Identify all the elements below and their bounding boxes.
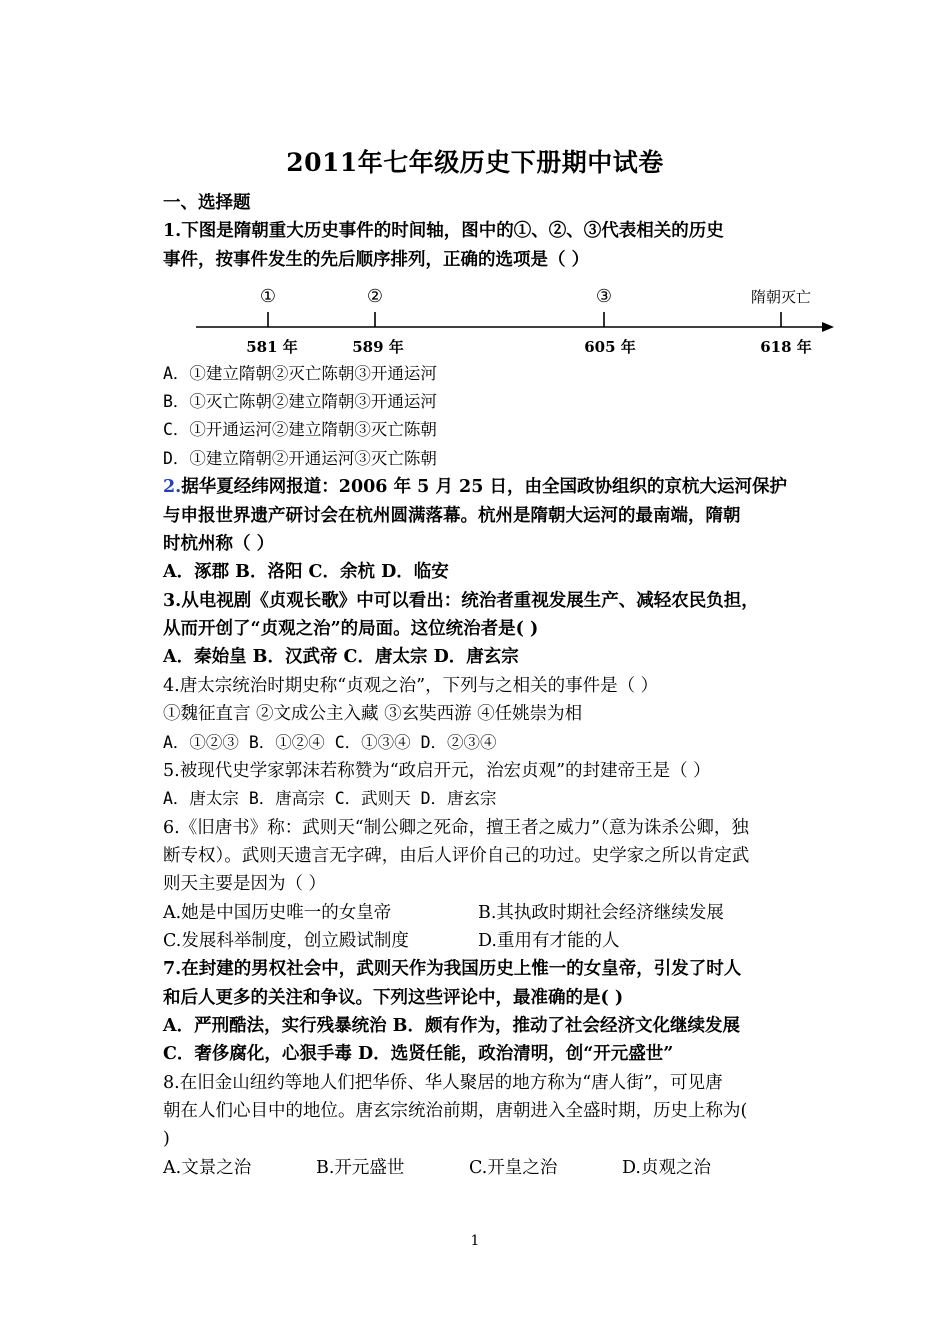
q5-options: A．唐太宗 B．唐高宗 C．武则天 D．唐玄宗 bbox=[163, 789, 497, 808]
timeline-year-1: 581 年 bbox=[246, 338, 298, 356]
timeline-year-4: 618 年 bbox=[760, 338, 812, 356]
q2-stem-line1 bbox=[163, 476, 787, 498]
timeline-marker-3: ③ bbox=[595, 286, 613, 307]
q4-stem-line1: 4.唐太宗统治时期史称“贞观之治”，下列与之相关的事件是（ ） bbox=[163, 676, 659, 696]
page-number: 1 bbox=[470, 1233, 480, 1249]
timeline-marker-2: ② bbox=[366, 286, 384, 307]
q6-option-b: B.其执政时期社会经济继续发展 bbox=[478, 903, 724, 923]
q2-stem-line3: 时杭州称（ ） bbox=[163, 534, 275, 554]
q5-stem-line1: 5.被现代史学家郭沫若称赞为“政启开元，治宏贞观”的封建帝王是（ ） bbox=[163, 761, 711, 781]
timeline-year-3: 605 年 bbox=[584, 338, 636, 356]
q6-option-c: C.发展科举制度，创立殿试制度 bbox=[163, 931, 409, 951]
q2-number: 2. bbox=[163, 477, 182, 497]
q6-stem-line1: 6.《旧唐书》称：武则天“制公卿之死命，擅王者之威力”（意为诛杀公卿，独 bbox=[163, 818, 749, 838]
q1-stem-line1: 1.下图是隋朝重大历史事件的时间轴，图中的①、②、③代表相关的历史 bbox=[163, 221, 724, 241]
q8-stem-line2: 朝在人们心目中的地位。唐玄宗统治前期，唐朝进入全盛时期，历史上称为( bbox=[163, 1101, 748, 1121]
timeline-marker-4: 隋朝灭亡 bbox=[750, 288, 812, 306]
q6-stem-line3: 则天主要是因为（ ） bbox=[163, 874, 327, 894]
timeline-marker-1: ① bbox=[259, 286, 277, 307]
q4-options: A．①②③ B．①②④ C．①③④ D．②③④ bbox=[163, 733, 497, 752]
q1-stem-line2: 事件，按事件发生的先后顺序排列，正确的选项是（ ） bbox=[163, 250, 590, 270]
q7-options-ab: A．严刑酷法，实行残暴统治 B．颇有作为，推动了社会经济文化继续发展 bbox=[163, 1016, 740, 1036]
q2-stem-text: 据华夏经纬网报道：2006 年 5 月 25 日，由全国政协组织的京杭大运河保护 bbox=[181, 477, 787, 497]
q8-option-c: C.开皇之治 bbox=[469, 1158, 558, 1178]
q7-options-cd: C．奢侈腐化，心狠手毒 D．选贤任能，政治清明，创“开元盛世” bbox=[163, 1044, 674, 1064]
q3-stem-line2: 从而开创了“贞观之治”的局面。这位统治者是( ) bbox=[163, 619, 539, 639]
q1-option-b: B．①灭亡陈朝②建立隋朝③开通运河 bbox=[163, 392, 437, 411]
q8-option-d: D.贞观之治 bbox=[622, 1158, 711, 1178]
q1-option-d: D．①建立隋朝②开通运河③灭亡陈朝 bbox=[163, 449, 437, 468]
q6-stem-line2: 断专权）。武则天遗言无字碑，由后人评价自己的功过。史学家之所以肯定武 bbox=[163, 846, 750, 866]
page-title: 2011年七年级历史下册期中试卷 bbox=[286, 148, 664, 177]
q2-options: A．涿郡 B．洛阳 C．余杭 D．临安 bbox=[163, 562, 449, 582]
q7-stem-line2: 和后人更多的关注和争议。下列这些评论中，最准确的是( ) bbox=[163, 988, 624, 1008]
q8-stem-line1: 8.在旧金山纽约等地人们把华侨、华人聚居的地方称为“唐人街”，可见唐 bbox=[163, 1073, 723, 1093]
q6-option-d: D.重用有才能的人 bbox=[478, 931, 620, 951]
timeline-figure bbox=[188, 280, 848, 370]
section-heading: 一、选择题 bbox=[163, 193, 251, 213]
q3-stem-line1: 3.从电视剧《贞观长歌》中可以看出：统治者重视发展生产、减轻农民负担， bbox=[163, 591, 759, 611]
timeline-arrow bbox=[822, 322, 834, 332]
q8-option-b: B.开元盛世 bbox=[316, 1158, 405, 1178]
q7-stem-line1: 7.在封建的男权社会中，武则天作为我国历史上惟一的女皇帝，引发了时人 bbox=[163, 959, 742, 979]
q3-options: A．秦始皇 B．汉武帝 C．唐太宗 D．唐玄宗 bbox=[163, 647, 519, 667]
timeline-year-2: 589 年 bbox=[352, 338, 404, 356]
q1-option-a: A．①建立隋朝②灭亡陈朝③开通运河 bbox=[163, 364, 437, 383]
q8-option-a: A.文景之治 bbox=[163, 1158, 252, 1178]
q2-stem-line2: 与申报世界遗产研讨会在杭州圆满落幕。杭州是隋朝大运河的最南端，隋朝 bbox=[163, 506, 741, 526]
q4-events: ①魏征直言 ②文成公主入藏 ③玄奘西游 ④任姚崇为相 bbox=[163, 704, 583, 724]
q6-option-a: A.她是中国历史唯一的女皇帝 bbox=[163, 903, 392, 923]
q1-option-c: C．①开通运河②建立隋朝③灭亡陈朝 bbox=[163, 420, 437, 439]
q8-stem-line3: ) bbox=[163, 1129, 170, 1149]
